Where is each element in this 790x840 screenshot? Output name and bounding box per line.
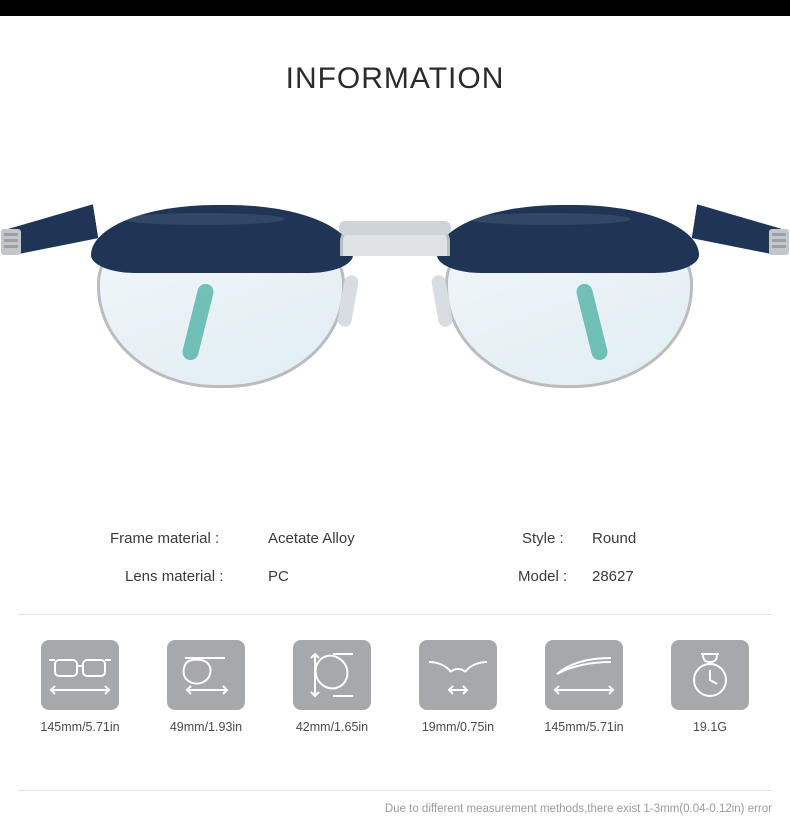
lens-height-icon [293,640,371,710]
hinge-right [769,229,789,255]
bridge-width-icon [419,640,497,710]
frame-total-width-icon [41,640,119,710]
top-black-bar [0,0,790,16]
measurement-value: 42mm/1.65in [295,720,369,734]
measurement-item [650,640,770,734]
lens-material-label: Lens material : [125,568,224,585]
divider-top [18,614,772,615]
measurement-disclaimer: Due to different measurement methods,there exist 1-3mm(0.04-0.12in) error [384,803,772,815]
measurement-item [272,640,392,734]
bridge-bar [339,221,451,235]
spec-row [0,558,790,596]
measurement-item [20,640,140,734]
eyeglasses-illustration [45,185,745,425]
measurement-value: 49mm/1.93in [169,720,243,734]
divider-bottom [18,790,772,791]
spec-list [0,520,790,596]
measurement-value: 19mm/0.75in [421,720,495,734]
brow-bar-left [91,205,353,273]
hinge-left [1,229,21,255]
spec-row [0,520,790,558]
measurement-item [398,640,518,734]
measurement-item [524,640,644,734]
measurement-value: 145mm/5.71in [544,720,624,734]
style-value: Round [592,530,637,547]
frame-material-label: Frame material : [110,530,220,547]
lens-width-icon [167,640,245,710]
model-label: Model : [518,568,568,585]
product-image [0,185,790,435]
measurement-item [146,640,266,734]
frame-material-value: Acetate Alloy [268,530,355,547]
temple-length-icon [545,640,623,710]
brow-bar-right [437,205,699,273]
lens-material-value: PC [268,568,289,585]
measurement-value: 145mm/5.71in [40,720,120,734]
measurement-value: 19.1G [692,720,728,734]
page-title: INFORMATION [285,62,505,95]
measurement-list [20,640,770,734]
model-value: 28627 [592,568,634,585]
style-label: Style : [522,530,564,547]
weight-scale-icon [671,640,749,710]
